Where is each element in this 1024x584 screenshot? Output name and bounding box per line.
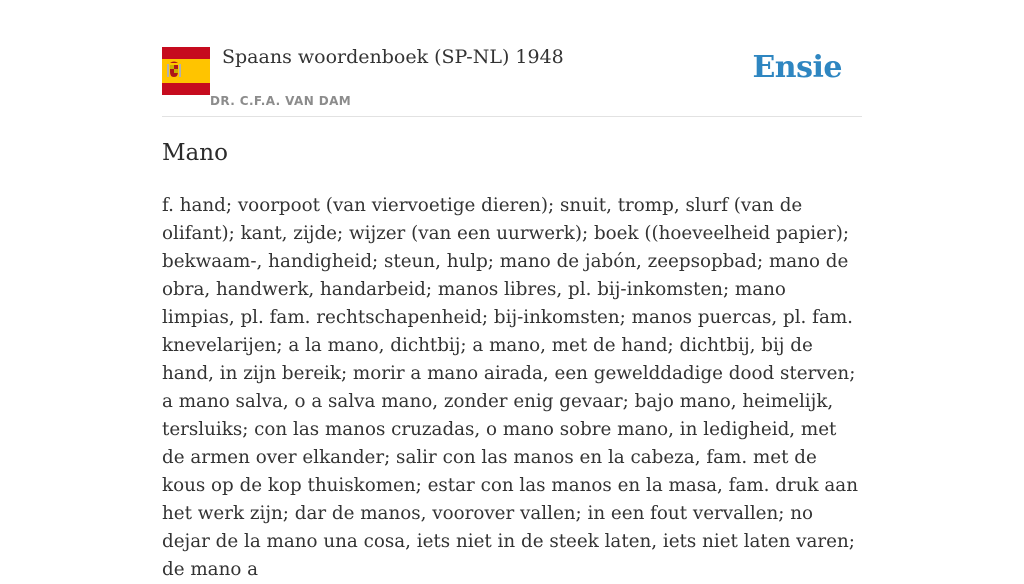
entry-definition: f. hand; voorpoot (van viervoetige dieren); snuit, tromp, slurf (van de olifant); kant, zijde; wijzer (van een uurwerk); boek ((hoeveelheid papier); bekwaam-, handigheid; steun, hulp; mano de jabón, zeepsopbad; mano de obra, handwerk, handarbeid; manos libres, pl. bij-inkomsten; mano limpias, pl. fam. rechtschapenheid; bij-inkomsten; manos puercas, pl. fam. knevelarijen; a la mano, dichtbij; a mano, met de hand; dichtbij, bij de hand, in zijn bereik; morir a mano airada, een gewelddadige dood sterven; a mano salva, o a salva mano, zonder enig gevaar; bajo mano, heimelijk, tersluiks; con las manos cruzadas, o mano sobre mano, in ledigheid, met de armen over elkander; salir con las manos en la cabeza, fam. met de kous op de kop thuiskomen; estar con las manos en la masa, fam. druk aan het werk zijn; dar de manos, voorover vallen; in een fout vervallen; no dejar de la mano una cosa, iets niet in de steek laten, iets niet laten varen; de mano a — [162, 195, 858, 580]
entry-card — [162, 0, 862, 580]
dictionary-title[interactable]: Spaans woordenboek (SP-NL) 1948 — [222, 46, 564, 68]
entry-title: Mano — [162, 140, 228, 166]
ensie-logo[interactable]: Ensie — [752, 50, 842, 85]
dictionary-header — [162, 0, 862, 117]
spain-flag-graphic — [162, 47, 210, 95]
spain-flag-icon[interactable] — [162, 47, 210, 95]
dictionary-author: DR. C.F.A. VAN DAM — [210, 94, 352, 108]
